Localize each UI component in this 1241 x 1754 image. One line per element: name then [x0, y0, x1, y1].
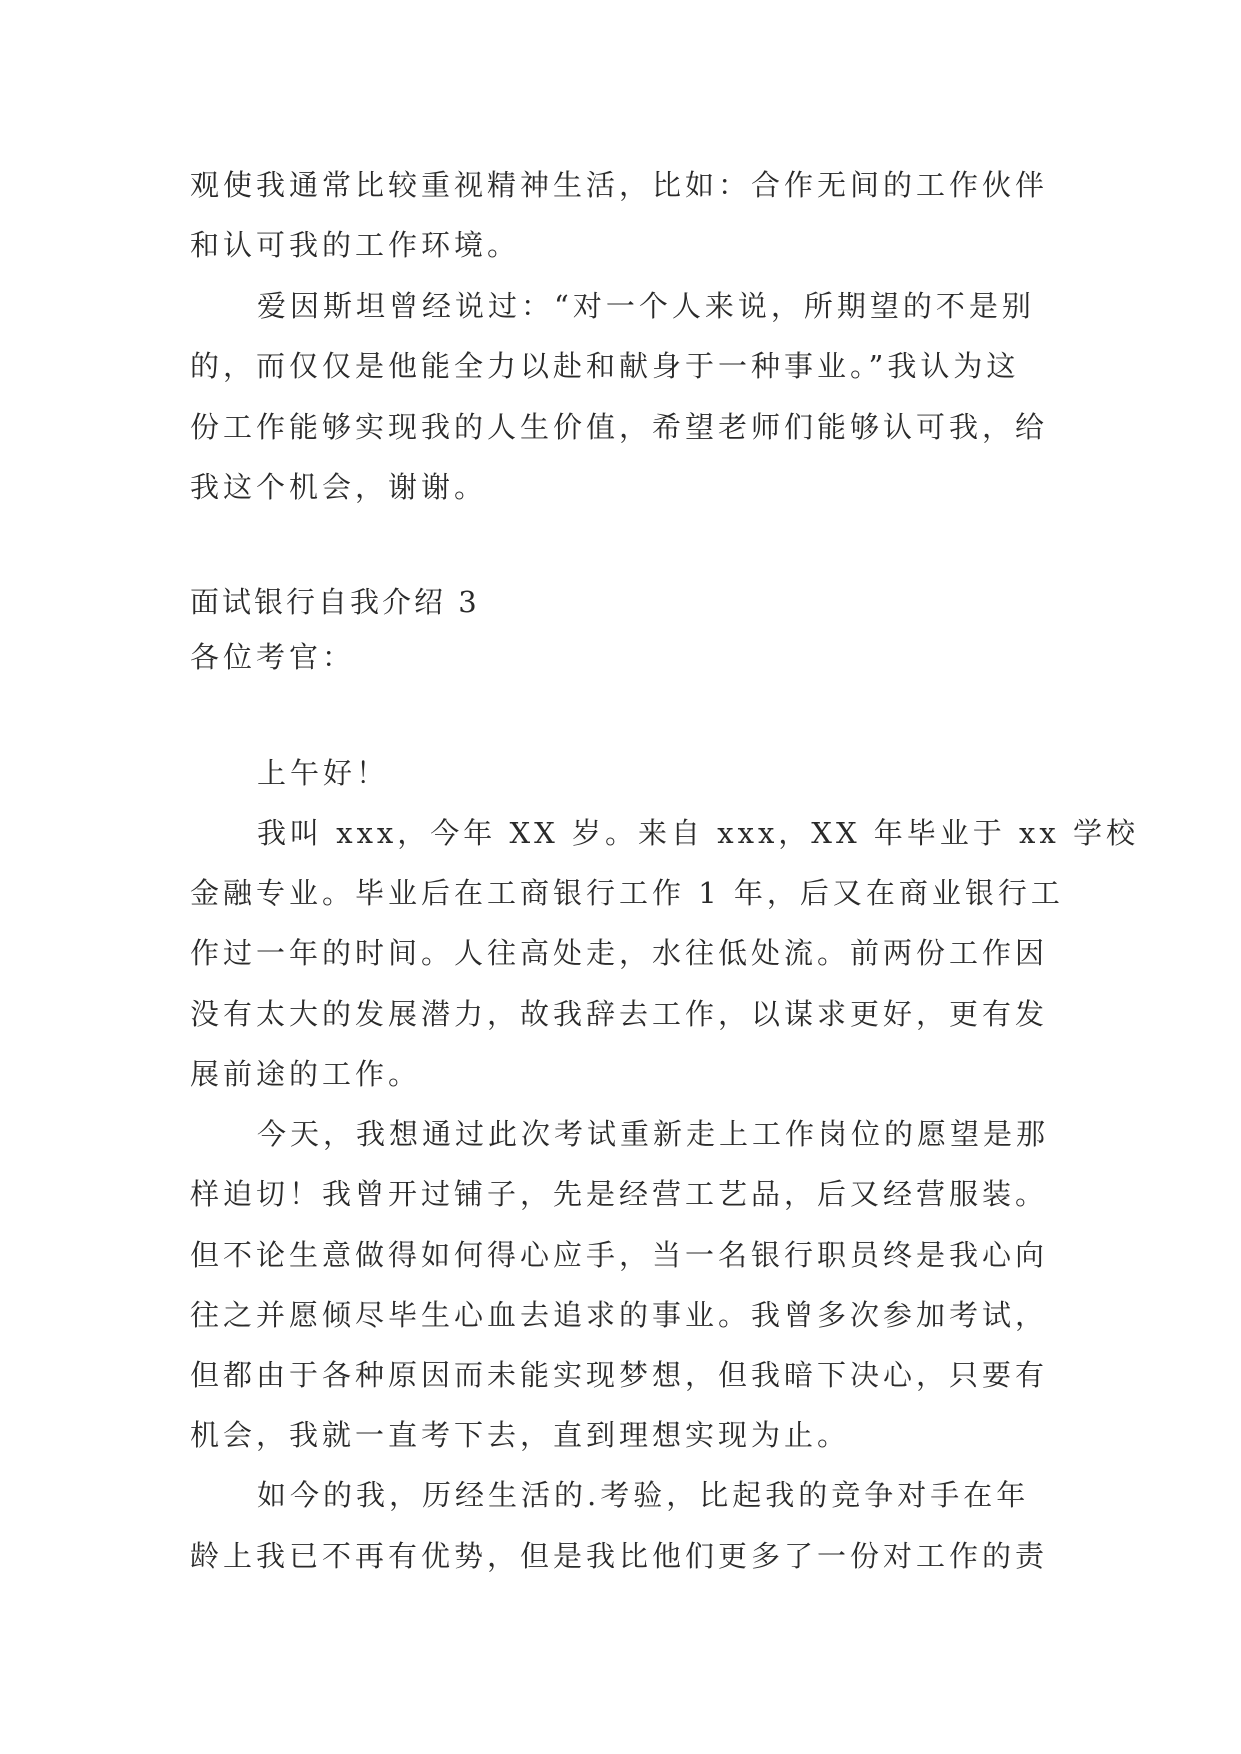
text-line: 龄上我已不再有优势，但是我比他们更多了一份对工作的责: [190, 1539, 1049, 1573]
text-line: 和认可我的工作环境。: [190, 228, 521, 262]
text-line: 爱因斯坦曾经说过：“对一个人来说，所期望的不是别: [257, 289, 1035, 323]
salutation: 各位考官：: [190, 640, 356, 674]
text-line: 但都由于各种原因而未能实现梦想，但我暗下决心，只要有: [190, 1358, 1049, 1392]
section-title: 面试银行自我介绍 3: [190, 585, 480, 619]
text-line: 观使我通常比较重视精神生活，比如：合作无间的工作伙伴: [190, 168, 1049, 202]
text-line: 金融专业。毕业后在工商银行工作 1 年，后又在商业银行工: [190, 876, 1064, 910]
text-line: 没有太大的发展潜力，故我辞去工作，以谋求更好，更有发: [190, 997, 1049, 1031]
text-line: 作过一年的时间。人往高处走，水往低处流。前两份工作因: [190, 936, 1049, 970]
text-line: 机会，我就一直考下去，直到理想实现为止。: [190, 1418, 851, 1452]
text-line: 份工作能够实现我的人生价值，希望老师们能够认可我，给: [190, 410, 1049, 444]
text-line: 往之并愿倾尽毕生心血去追求的事业。我曾多次参加考试，: [190, 1298, 1049, 1332]
text-line: 如今的我，历经生活的.考验，比起我的竞争对手在年: [257, 1478, 1030, 1512]
greeting: 上午好！: [257, 756, 390, 790]
text-line: 今天，我想通过此次考试重新走上工作岗位的愿望是那: [257, 1117, 1050, 1151]
text-line: 但不论生意做得如何得心应手，当一名银行职员终是我心向: [190, 1238, 1049, 1272]
text-line: 的，而仅仅是他能全力以赴和献身于一种事业。”我认为这: [190, 349, 1020, 383]
text-line: 展前途的工作。: [190, 1057, 422, 1091]
text-line: 样迫切！我曾开过铺子，先是经营工艺品，后又经营服装。: [190, 1177, 1049, 1211]
text-line: 我叫 xxx，今年 XX 岁。来自 xxx，XX 年毕业于 xx 学校: [257, 816, 1139, 850]
text-line: 我这个机会，谢谢。: [190, 470, 488, 504]
